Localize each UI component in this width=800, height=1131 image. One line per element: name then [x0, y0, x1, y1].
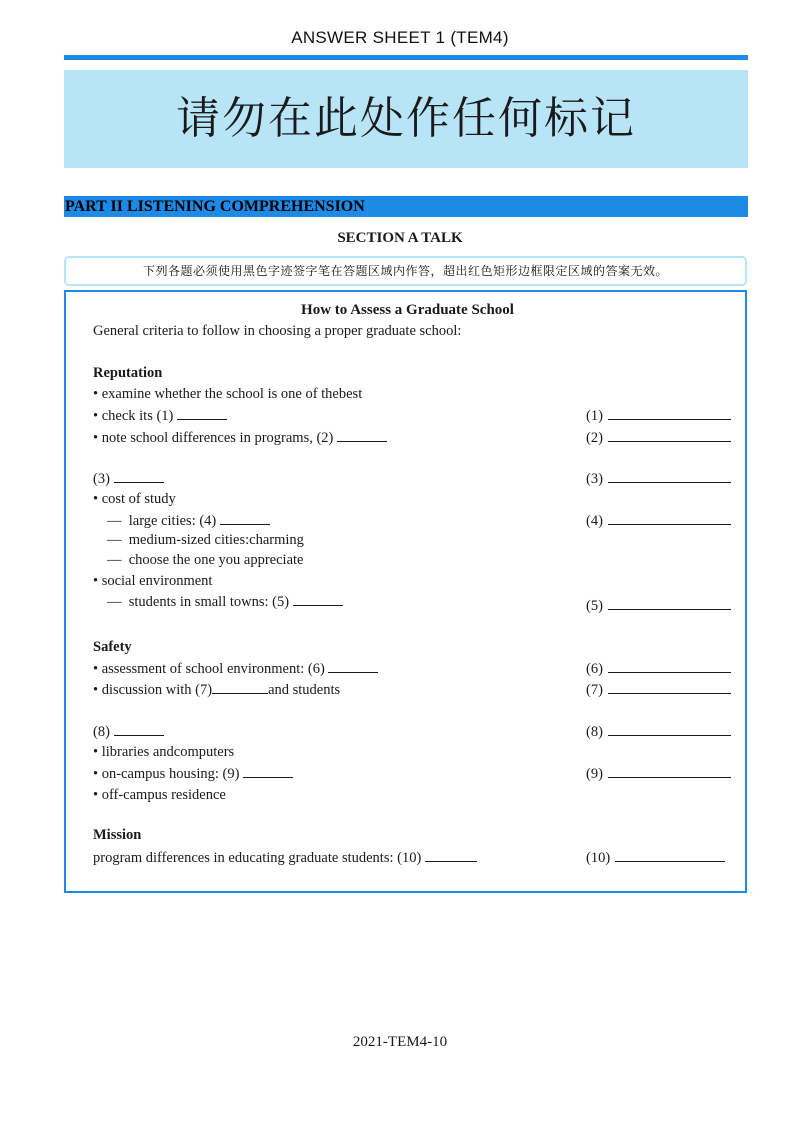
outline-text: cost of study: [101, 491, 176, 507]
answer-label: (1): [586, 408, 603, 424]
outline-item: [93, 722, 164, 741]
inline-blank: [293, 592, 343, 606]
outline-item: • social environment: [93, 573, 213, 589]
header-rule: [64, 55, 748, 60]
outline-text: (3): [93, 471, 110, 487]
answer-field-3[interactable]: [586, 469, 731, 488]
outline-text: examine whether the school is one of thebest: [101, 386, 363, 402]
outline-item: [93, 848, 477, 867]
outline-item: • note school differences in programs, (2): [93, 428, 387, 447]
inline-blank: [328, 659, 378, 673]
no-mark-zone: 请勿在此处作任何标记: [64, 70, 748, 168]
inline-blank: [177, 406, 227, 420]
answer-area: [64, 290, 747, 893]
outline-item: [93, 469, 164, 488]
safety-heading: Safety: [93, 639, 132, 655]
inline-blank: [220, 511, 270, 525]
outline-text: program differences in educating graduate students: (10): [93, 850, 422, 866]
answer-label: (7): [586, 682, 603, 698]
answer-field-2[interactable]: [586, 428, 731, 447]
outline-item: • check its (1): [93, 406, 227, 425]
outline-text: choose the one you appreciate: [128, 552, 304, 568]
inline-blank: [337, 428, 387, 442]
answer-label: (6): [586, 661, 603, 677]
answer-label: (5): [586, 598, 603, 614]
outline-text: libraries andcomputers: [101, 744, 235, 760]
page-footer-code: 2021-TEM4-10: [352, 1034, 448, 1050]
outline-text: assessment of school environment: (6): [101, 661, 325, 677]
outline-text: note school differences in programs, (2): [101, 430, 334, 446]
answer-label: (2): [586, 430, 603, 446]
inline-blank: [425, 848, 477, 862]
outline-item: • off-campus residence: [93, 787, 226, 803]
outline-text: large cities: (4): [128, 513, 217, 529]
answer-label: (4): [586, 513, 603, 529]
answer-field-10[interactable]: [586, 848, 725, 867]
outline-text: check its (1): [101, 408, 174, 424]
inline-blank: [114, 469, 164, 483]
answer-line[interactable]: [608, 680, 731, 694]
outline-text: on-campus housing: (9): [101, 766, 240, 782]
answer-line[interactable]: [608, 406, 731, 420]
outline-item: • discussion with (7) and students: [93, 682, 341, 698]
part-title-bar: PART II LISTENING COMPREHENSION: [64, 196, 748, 217]
answer-line[interactable]: [608, 764, 731, 778]
answer-label: (9): [586, 766, 603, 782]
answer-label: (8): [586, 724, 603, 740]
outline-text: off-campus residence: [101, 787, 226, 803]
inline-blank: [243, 764, 293, 778]
answer-line[interactable]: [608, 596, 731, 610]
answer-line[interactable]: [615, 848, 725, 862]
talk-title: How to Assess a Graduate School: [301, 302, 514, 318]
section-heading: SECTION A TALK: [337, 230, 463, 246]
outline-item: • on-campus housing: (9): [93, 764, 293, 783]
outline-text: discussion with (7): [101, 682, 213, 698]
outline-text: social environment: [101, 573, 213, 589]
outline-item: • examine whether the school is one of thebest: [93, 386, 363, 402]
inline-blank: [114, 722, 164, 736]
answer-field-5[interactable]: [586, 596, 731, 615]
answer-line[interactable]: [608, 511, 731, 525]
outline-subitem: — medium-sized cities:charming: [107, 532, 304, 548]
outline-subitem: — large cities: (4): [107, 511, 270, 530]
reputation-heading: Reputation: [93, 365, 163, 381]
outline-subitem: — students in small towns: (5): [107, 592, 343, 611]
answer-field-6[interactable]: [586, 659, 731, 678]
outline-item: • libraries andcomputers: [93, 744, 235, 760]
inline-blank: [212, 680, 268, 694]
answer-field-7[interactable]: [586, 680, 731, 699]
answer-sheet-title: ANSWER SHEET 1 (TEM4): [291, 28, 509, 47]
answer-line[interactable]: [608, 659, 731, 673]
outline-text: (8): [93, 724, 110, 740]
outline-item: • assessment of school environment: (6): [93, 659, 378, 678]
answer-field-1[interactable]: [586, 406, 731, 425]
outline-text: and students: [268, 682, 341, 698]
outline-item: • cost of study: [93, 491, 176, 507]
outline-subitem: — choose the one you appreciate: [107, 552, 304, 568]
answer-field-8[interactable]: [586, 722, 731, 741]
mission-heading: Mission: [93, 827, 142, 843]
answer-field-4[interactable]: [586, 511, 731, 530]
answer-line[interactable]: [608, 428, 731, 442]
outline-text: medium-sized cities:charming: [128, 532, 304, 548]
answer-label: (3): [586, 471, 603, 487]
answer-line[interactable]: [608, 469, 731, 483]
outline-text: students in small towns: (5): [128, 594, 290, 610]
answer-field-9[interactable]: [586, 764, 731, 783]
answer-label: (10): [586, 850, 611, 866]
instruction-notice: 下列各题必须使用黑色字迹签字笔在答题区域内作答，超出红色矩形边框限定区域的答案无效。: [64, 256, 747, 286]
answer-line[interactable]: [608, 722, 731, 736]
talk-intro: General criteria to follow in choosing a proper graduate school:: [93, 323, 462, 339]
